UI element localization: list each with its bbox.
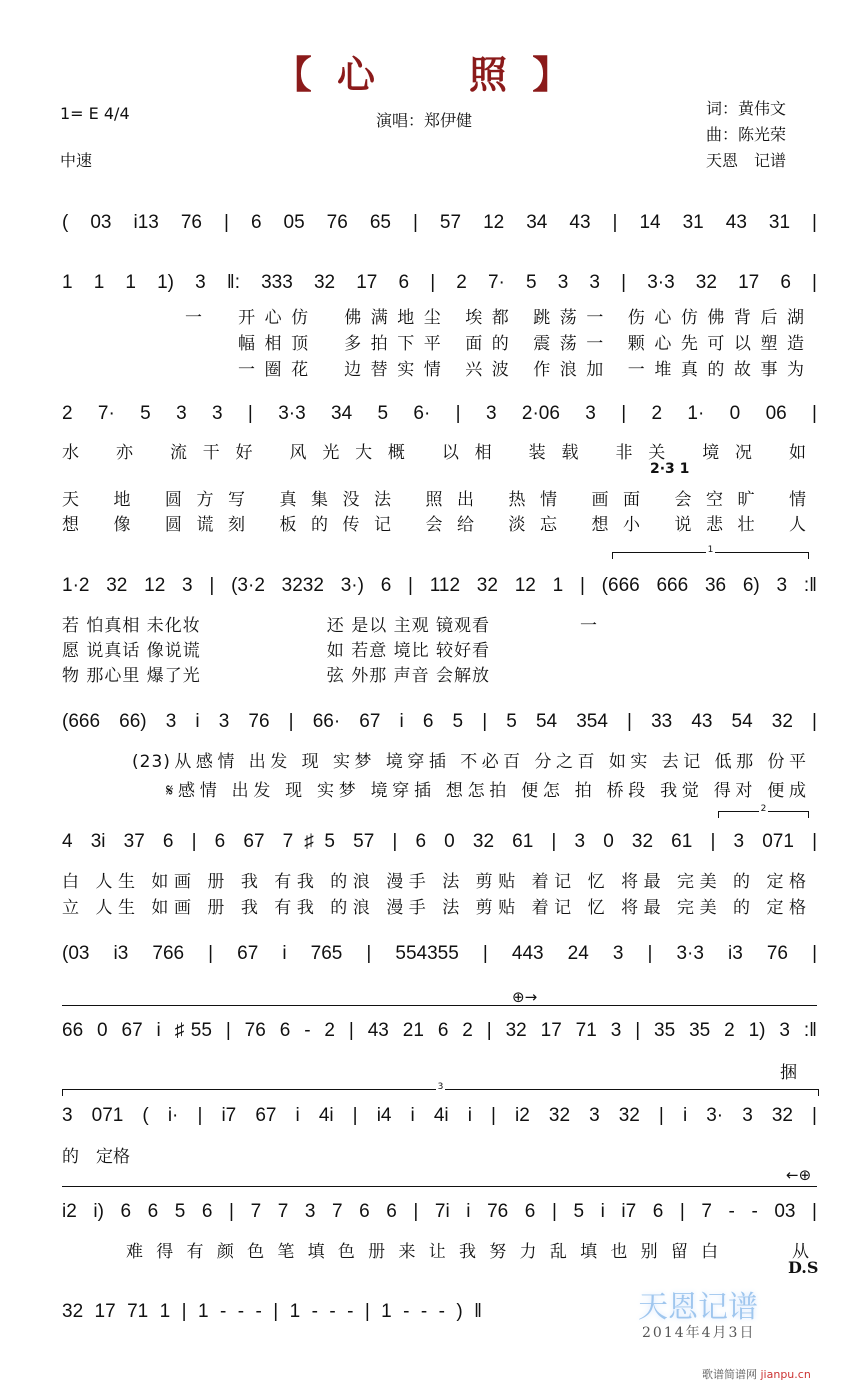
lyric-line: 幅相顶 多拍下平 面的 震荡一 颗心先可以塑造 [238,334,805,354]
notation-line: ( 03 i13 76 | 6 05 76 65 | 57 12 34 43 | 14 31 43 31 | [62,212,817,233]
notation-line: 4 3i 37 6 | 6 67 7♯5 57 | 6 0 32 61 | 3 0 32 61 | 3 071 | [62,831,817,852]
lyric-line: 一 开心仿 佛满地尘 埃都 跳荡一 伤心仿佛背后湖 [185,308,805,328]
song-title: 【 心 照 】 [273,53,577,97]
lyric-line: 难得有颜色笔填色册来让我努力乱填也别留白 从 [126,1242,810,1262]
volta-bracket-1: 1 [612,552,809,559]
dal-segno: D.S [788,1258,819,1277]
notation-line: 2 7· 5 3 3 | 3·3 34 5 6· | 3 2·06 3 | 2 1· 0 06 | [62,403,817,424]
transcriber: 天恩 记谱 [706,151,787,170]
singer: 演唱：郑伊健 [376,111,473,130]
alternate-notes: 2·3 1 [650,461,690,477]
tempo: 中速 [60,151,93,170]
lyric-line: 一圈花 边替实情 兴波 作浪加 一堆真的故事为 [238,360,805,380]
watermark-logo: 天恩记谱 [638,1290,758,1325]
notation-line: (666 66) 3 i 3 76 | 66· 67 i 6 5 | 5 54 354 | 33 43 54 32 | [62,711,817,732]
notation-line: (03 i3 766 | 67 i 765 | 554355 | 443 24 3 | 3·3 i3 76 | [62,943,817,964]
lyric-line: 𝄋感情 出发 现 实梦 境穿插 想怎拍 便怎 拍 桥段 我觉 得对 便成 [166,781,807,801]
coda-marker: ←⊕ [786,1166,812,1184]
lyric-line: 水 亦 流干好 风光大概 以相 装载 非关 境况 如 [62,443,807,463]
lyric-line: 白 人生 如画 册 我 有我 的浪 漫手 法 剪贴 着记 忆 将最 完美 的 定格 [62,872,807,892]
section-line [62,1186,817,1187]
lyric-line: 立 人生 如画 册 我 有我 的浪 漫手 法 剪贴 着记 忆 将最 完美 的 定格 [62,898,807,918]
lyric-line: 想 像 圆谎刻 板的传记 会给 淡忘 想小 说悲壮 人 [62,515,807,535]
lyric-line: 若 怕真相 未化妆 还 是以 主观 镜观看 一 [62,616,599,636]
date: 2014年4月3日 [642,1325,756,1341]
site-credit: 歌谱简谱网 jianpu.cn [702,1368,811,1381]
volta-bracket-2: 2 [718,811,809,818]
notation-line: 3 071 ( i· | i7 67 i 4i | i4 i 4i i | i2 32 3 32 | i 3· 3 32 | [62,1105,817,1126]
key-signature: 1= E 4/4 [60,104,130,123]
lyric-line: 的 定格 [62,1147,130,1167]
notation-line: 66 0 67 i ♯55 | 76 6 - 2 | 43 21 6 2 | 32 17 71 3 | 35 35 2 1) 3 :‖ [62,1020,817,1041]
volta-bracket-3: 3 [62,1089,819,1096]
lyric-line: 愿 说真话 像说谎 如 若意 境比 较好看 [62,641,491,661]
lyricist: 词：黄伟文 [706,99,787,118]
notation-line: 1 1 1 1) 3 ‖: 333 32 17 6 | 2 7· 5 3 3 | 3·3 32 17 6 | [62,272,817,293]
lyric-line: 物 那心里 爆了光 弦 外那 声音 会解放 [62,666,491,686]
coda-jump-marker: ⊕→ [512,988,538,1006]
section-line [62,1005,817,1006]
notation-line: i2 i) 6 6 5 6 | 7 7 3 7 6 6 | 7i i 76 6 | 5 i i7 6 | 7 - - 03 | [62,1201,817,1222]
notation-line: 32 17 71 1 | 1 - - - | 1 - - - | 1 - - - ) ‖ [62,1301,482,1322]
composer: 曲：陈光荣 [706,125,787,144]
lyric-line: 捆 [780,1063,797,1083]
notation-line: 1·2 32 12 3 | (3·2 3232 3·) 6 | 112 32 12 1 | (666 666 36 6) 3 :‖ [62,575,817,596]
lyric-line: (23)从感情 出发 现 实梦 境穿插 不必百 分之百 如实 去记 低那 份平 [132,752,807,772]
lyric-line: 天 地 圆方写 真集没法 照出 热情 画面 会空旷 情 [62,490,807,510]
